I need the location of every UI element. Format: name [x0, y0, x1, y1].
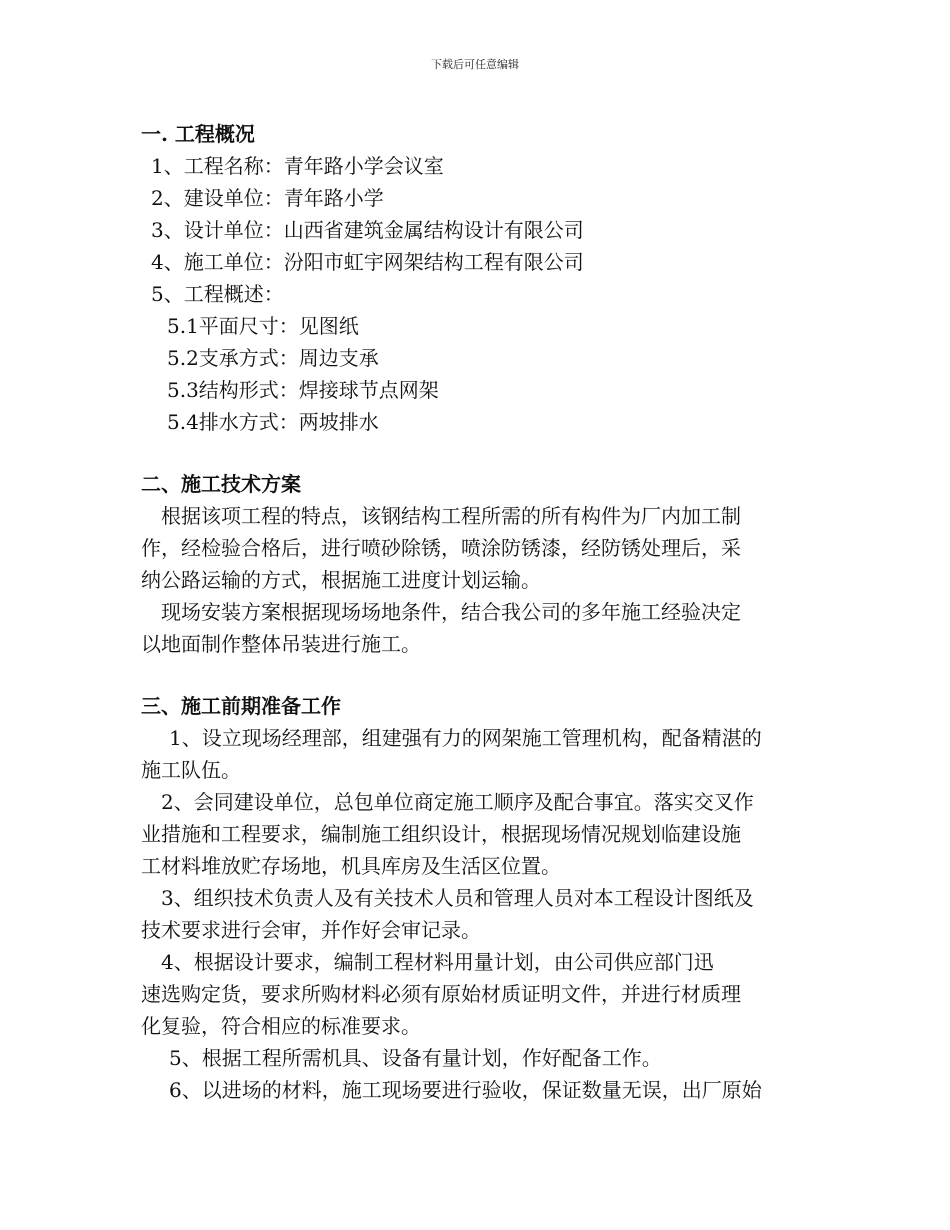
spacer	[141, 660, 811, 690]
document-body	[141, 118, 811, 1106]
section-3-p1-line-2: 施工队伍。	[141, 758, 241, 782]
section-3-p2-line-2: 业措施和工程要求，编制施工组织设计，根据现场情况规划临建设施	[141, 822, 741, 846]
section-2-p1-line-2: 作，经检验合格后，进行喷砂除锈，喷涂防锈漆，经防锈处理后，采	[141, 536, 741, 560]
section-3-p4-line-3: 化复验，符合相应的标准要求。	[141, 1014, 421, 1038]
section-3-p4-line-1: 4、根据设计要求，编制工程材料用量计划，由公司供应部门迅	[161, 950, 714, 974]
project-overview-line: 5、工程概述：	[151, 282, 284, 306]
drainage-method-line: 5.4排水方式：两坡排水	[167, 410, 379, 434]
section-3-p2-line-1: 2、会同建设单位，总包单位商定施工顺序及配合事宜。落实交叉作	[161, 790, 754, 814]
builder-unit-line: 4、施工单位：汾阳市虹宇网架结构工程有限公司	[151, 250, 584, 274]
construction-unit-line: 2、建设单位：青年路小学	[151, 186, 384, 210]
structure-form-line: 5.3结构形式：焊接球节点网架	[167, 378, 439, 402]
section-3-p3-line-2: 技术要求进行会审，并作好会审记录。	[141, 918, 481, 942]
section-2-p1-line-1: 根据该项工程的特点，该钢结构工程所需的所有构件为厂内加工制	[161, 504, 741, 528]
section-3-p6-line-1: 6、以进场的材料，施工现场要进行验收，保证数量无误，出厂原始	[169, 1078, 762, 1102]
section-2-title: 二、施工技术方案	[141, 472, 301, 496]
spacer	[141, 438, 811, 468]
section-2-p1-line-3: 纳公路运输的方式，根据施工进度计划运输。	[141, 568, 541, 592]
section-3-title: 三、施工前期准备工作	[141, 694, 341, 718]
project-name-line: 1、工程名称：青年路小学会议室	[151, 154, 444, 178]
design-unit-line: 3、设计单位：山西省建筑金属结构设计有限公司	[151, 218, 584, 242]
header-note: 下载后可任意编辑	[431, 58, 519, 71]
section-1-title: 一. 工程概况	[141, 122, 255, 146]
section-3-p4-line-2: 速选购定货，要求所购材料必须有原始材质证明文件，并进行材质理	[141, 982, 741, 1006]
section-3-p3-line-1: 3、组织技术负责人及有关技术人员和管理人员对本工程设计图纸及	[161, 886, 754, 910]
section-3-p1-line-1: 1、设立现场经理部，组建强有力的网架施工管理机构，配备精湛的	[169, 726, 762, 750]
section-2-p2-line-1: 现场安装方案根据现场场地条件，结合我公司的多年施工经验决定	[161, 600, 741, 624]
section-2-p2-line-2: 以地面制作整体吊装进行施工。	[141, 632, 421, 656]
plan-size-line: 5.1平面尺寸：见图纸	[167, 314, 359, 338]
section-3-p2-line-3: 工材料堆放贮存场地，机具库房及生活区位置。	[141, 854, 561, 878]
section-3-p5-line-1: 5、根据工程所需机具、设备有量计划，作好配备工作。	[169, 1046, 662, 1070]
support-method-line: 5.2支承方式：周边支承	[167, 346, 379, 370]
